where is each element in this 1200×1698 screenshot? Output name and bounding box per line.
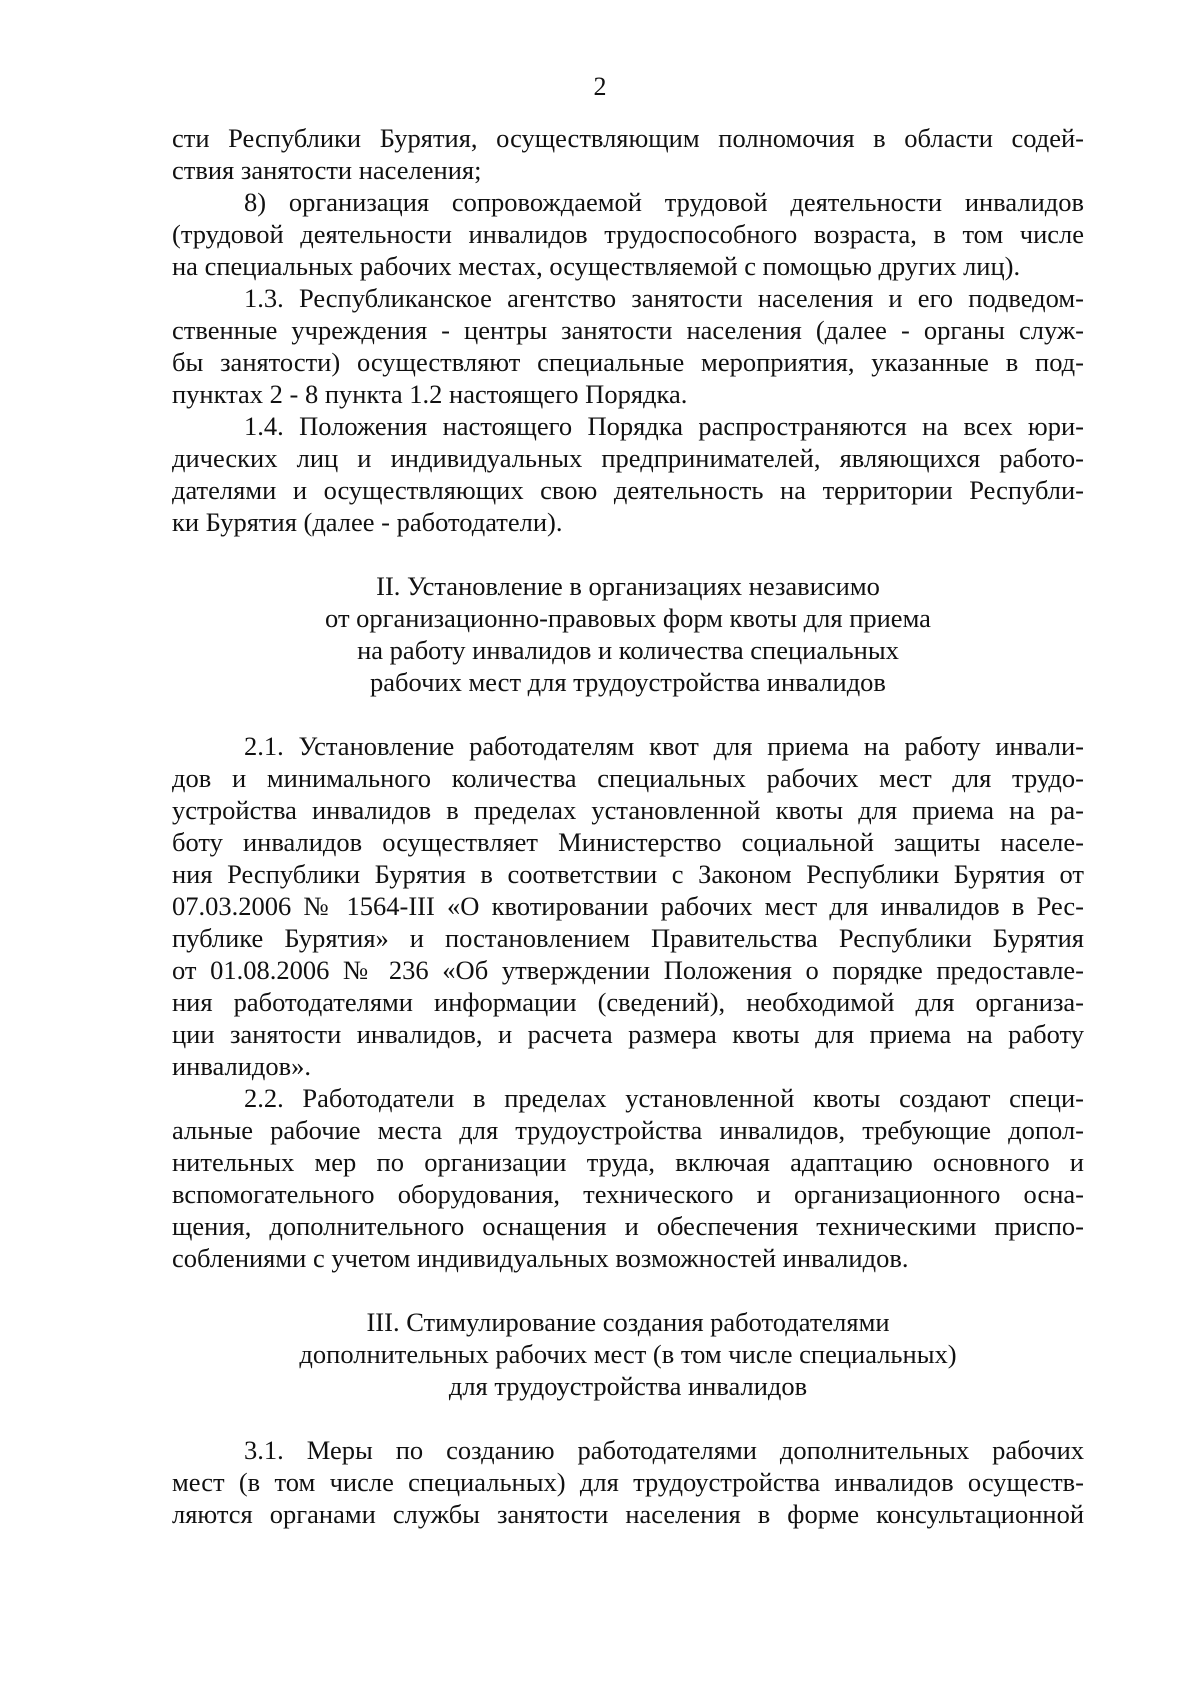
text-line: щения, дополнительного оснащения и обеспечения техническими приспо- <box>172 1211 1084 1241</box>
text-line: ния Республики Бурятия в соответствии с Законом Республики Бурятия от <box>172 859 1084 889</box>
text-line: 3.1. Меры по созданию работодателями дополнительных рабочих <box>244 1435 1084 1465</box>
paragraph <box>172 730 1084 1082</box>
spacer <box>172 1274 1084 1306</box>
text-line: ляются органами службы занятости населения в форме консультационной <box>172 1499 1084 1529</box>
text-line: пунктах 2 - 8 пункта 1.2 настоящего Порядка. <box>172 379 688 409</box>
heading-line: для трудоустройства инвалидов <box>448 1371 808 1401</box>
text-line: мест (в том числе специальных) для трудоустройства инвалидов осуществ- <box>172 1467 1084 1497</box>
spacer <box>172 1402 1084 1434</box>
text-line: (трудовой деятельности инвалидов трудоспособного возраста, в том числе <box>172 219 1084 249</box>
paragraph <box>172 282 1084 410</box>
heading-line: III. Стимулирование создания работодателями <box>366 1307 890 1337</box>
section-heading <box>172 1306 1084 1402</box>
text-line: бы занятости) осуществляют специальные мероприятия, указанные в под- <box>172 347 1084 377</box>
text-line: соблениями с учетом индивидуальных возможностей инвалидов. <box>172 1243 909 1273</box>
paragraph <box>172 410 1084 538</box>
spacer <box>172 698 1084 730</box>
heading-line: II. Установление в организациях независимо <box>376 571 880 601</box>
text-line: устройства инвалидов в пределах установленной квоты для приема на ра- <box>172 795 1084 825</box>
text-line: публике Бурятия» и постановлением Правительства Республики Бурятия <box>172 923 1084 953</box>
text-line: 8) организация сопровождаемой трудовой деятельности инвалидов <box>244 187 1084 217</box>
text-line: ки Бурятия (далее - работодатели). <box>172 507 563 537</box>
text-line: сти Республики Бурятия, осуществляющим полномочия в области содей- <box>172 123 1084 153</box>
heading-line: рабочих мест для трудоустройства инвалидов <box>370 667 886 697</box>
text-line: 1.3. Республиканское агентство занятости населения и его подведом- <box>244 283 1084 313</box>
text-line: 2.2. Работодатели в пределах установленной квоты создают специ- <box>244 1083 1084 1113</box>
text-line: ния работодателями информации (сведений), необходимой для организа- <box>172 987 1084 1017</box>
text-line: 07.03.2006 № 1564-III «О квотировании рабочих мест для инвалидов в Рес- <box>172 891 1084 921</box>
text-line: нительных мер по организации труда, включая адаптацию основного и <box>172 1147 1084 1177</box>
text-line: ции занятости инвалидов, и расчета размера квоты для приема на работу <box>172 1019 1084 1049</box>
page-number: 2 <box>593 72 607 101</box>
paragraph <box>172 186 1084 282</box>
paragraph <box>172 1434 1084 1530</box>
text-line: 2.1. Установление работодателям квот для приема на работу инвали- <box>244 731 1084 761</box>
text-line: ственные учреждения - центры занятости населения (далее - органы служ- <box>172 315 1084 345</box>
heading-line: дополнительных рабочих мест (в том числе специальных) <box>299 1339 957 1369</box>
paragraph <box>172 122 1084 186</box>
text-line: дателями и осуществляющих свою деятельность на территории Республи- <box>172 475 1084 505</box>
document-body <box>172 122 1084 1530</box>
text-line: дов и минимального количества специальных рабочих мест для трудо- <box>172 763 1084 793</box>
paragraph <box>172 1082 1084 1274</box>
text-line: боту инвалидов осуществляет Министерство социальной защиты населе- <box>172 827 1084 857</box>
text-line: альные рабочие места для трудоустройства инвалидов, требующие допол- <box>172 1115 1084 1145</box>
heading-line: на работу инвалидов и количества специальных <box>357 635 899 665</box>
text-line: от 01.08.2006 № 236 «Об утверждении Положения о порядке предоставле- <box>172 955 1084 985</box>
spacer <box>172 538 1084 570</box>
text-line: на специальных рабочих местах, осуществляемой с помощью других лиц). <box>172 251 1021 281</box>
text-line: инвалидов». <box>172 1051 312 1081</box>
text-line: 1.4. Положения настоящего Порядка распространяются на всех юри- <box>244 411 1084 441</box>
section-heading <box>172 570 1084 698</box>
text-line: вспомогательного оборудования, технического и организационного осна- <box>172 1179 1084 1209</box>
text-line: ствия занятости населения; <box>172 155 482 185</box>
heading-line: от организационно-правовых форм квоты для приема <box>325 603 931 633</box>
text-line: дических лиц и индивидуальных предпринимателей, являющихся работо- <box>172 443 1084 473</box>
